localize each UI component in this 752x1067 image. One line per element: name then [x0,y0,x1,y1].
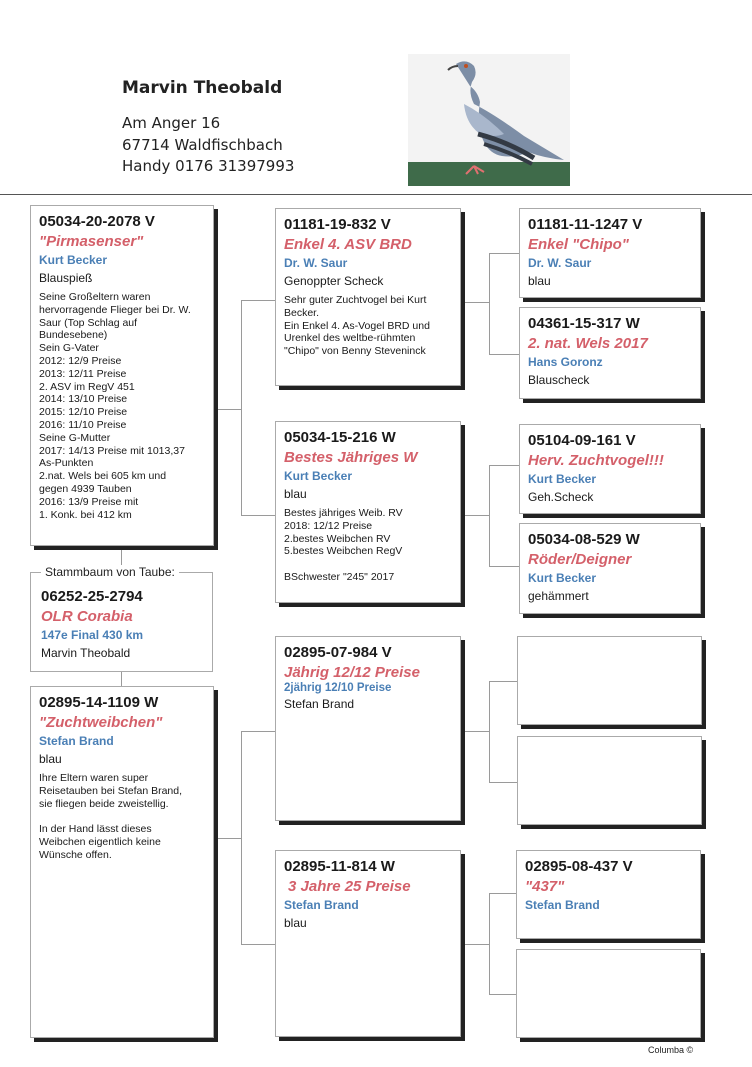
connector [241,300,275,301]
connector [121,672,122,686]
ring-number: 05034-08-529 W [528,531,640,548]
connector [462,302,490,303]
pigeon-title: "Zuchtweibchen" [39,714,163,731]
pigeon-title: OLR Corabia [41,608,133,625]
ring-number: 01181-19-832 V [284,216,391,233]
owner-name: Marvin Theobald [41,646,131,660]
pedigree-card-empty [516,949,701,1038]
ring-number: 02895-08-437 V [525,858,633,875]
ring-number: 01181-11-1247 V [528,216,643,233]
connector [489,253,490,355]
pedigree-card-mother [30,686,214,1038]
pigeon-photo-icon [408,54,570,186]
connector [489,354,519,355]
pigeon-color: blau [284,487,307,501]
pedigree-card-mm [275,850,461,1037]
connector [489,893,490,995]
connector [241,515,275,516]
connector [489,893,519,894]
owner-name: Hans Goronz [528,355,603,369]
ring-number: 02895-11-814 W [284,858,395,875]
connector [489,566,519,567]
breeder-city: 67714 Waldfischbach [122,136,283,154]
connector [241,944,275,945]
connector [489,782,519,783]
breeder-name: Marvin Theobald [122,78,283,98]
connector [489,681,490,783]
pigeon-title: "Pirmasenser" [39,233,144,250]
header-divider [0,194,752,195]
pigeon-color: blau [39,752,62,766]
pedigree-card-fff [519,208,701,298]
breeder-street: Am Anger 16 [122,114,221,132]
ring-number: 05104-09-161 V [528,432,636,449]
ring-number: 05034-15-216 W [284,429,396,446]
connector [214,838,242,839]
owner-name: Dr. W. Saur [284,256,348,270]
connector [216,409,242,410]
pigeon-notes: Sehr guter Zuchtvogel bei Kurt Becker. Ein Enkel 4. As-Vogel BRD und Urenkel des weltbe-rühmten "Chipo" von Benny Steveninck [284,294,430,358]
connector [489,465,519,466]
owner-name: Kurt Becker [284,469,353,483]
connector [462,731,490,732]
connector [462,515,490,516]
pigeon-notes: Bestes jähriges Weib. RV 2018: 12/12 Preise 2.bestes Weibchen RV 5.bestes Weibchen RegV BSchwester "245" 2017 [284,507,403,583]
pedigree-card-fmm [519,523,701,614]
pigeon-title: "437" [525,878,565,895]
copyright-footer: Columba © [648,1045,694,1055]
pigeon-subtitle: 2jährig 12/10 Preise [284,682,392,694]
pedigree-card-empty [517,636,702,725]
pigeon-title: Herv. Zuchtvogel!!! [528,452,664,469]
connector [241,300,242,516]
connector [489,253,519,254]
pedigree-card-ff [275,208,461,386]
pigeon-color: Geh.Scheck [528,490,594,504]
pigeon-color: gehämmert [528,589,589,603]
race-result: 147e Final 430 km [41,628,144,642]
pedigree-card-father [30,205,214,546]
pigeon-title: Bestes Jähriges W [284,449,418,466]
ring-number: 06252-25-2794 [41,588,143,605]
owner-name: Kurt Becker [39,253,108,267]
pigeon-color: blau [528,274,551,288]
pigeon-title: Enkel "Chipo" [528,236,629,253]
connector [241,731,242,945]
pedigree-card-empty [517,736,702,825]
connector [489,994,519,995]
pigeon-color: Blauscheck [528,373,590,387]
connector [241,731,275,732]
pigeon-title: Röder/Deigner [528,551,632,568]
pedigree-card-fm [275,421,461,603]
subject-pigeon-card [30,565,213,672]
connector [462,944,490,945]
pedigree-card-ffm [519,307,701,399]
connector [489,465,490,567]
owner-name: Stefan Brand [525,898,600,912]
breeder-phone: Handy 0176 31397993 [122,157,295,175]
pedigree-card-mf [275,636,461,821]
ring-number: 05034-20-2078 V [39,213,155,230]
owner-name: Dr. W. Saur [528,256,592,270]
pedigree-card-fmf [519,424,701,514]
owner-name: Stefan Brand [284,898,359,912]
pigeon-notes: Seine Großeltern waren hervorragende Flieger bei Dr. W. Saur (Top Schlag auf Bundesebene) Sein G-Vater 2012: 12/9 Preise 2013: 12/11 Preise 2. ASV im RegV 451 2014: 13/10 Preise 2015: 12/10 Preise 2016: 11/10 Preise Seine G-Mutter 2017: 14/13 Preise mit 1013,37 As-Punkten 2.nat. Wels bei 605 km und gegen 4939 Tauben 2016: 13/9 Preise mit 1. Konk. bei 412 km [39,291,191,521]
pigeon-color: blau [284,916,307,930]
pigeon-title: 2. nat. Wels 2017 [528,335,648,352]
pigeon-notes: Ihre Eltern waren super Reisetauben bei Stefan Brand, sie fliegen beide zweistellig. In der Hand lässt dieses Weibchen eigentlich keine Wünsche offen. [39,772,183,861]
pedigree-card-mmf [516,850,701,939]
owner-name: Kurt Becker [528,571,597,585]
pigeon-title: 3 Jahre 25 Preise [288,878,411,895]
pigeon-title: Enkel 4. ASV BRD [284,236,412,253]
pigeon-color: Genoppter Scheck [284,274,384,288]
owner-name: Stefan Brand [39,734,114,748]
ring-number: 02895-14-1109 W [39,694,159,711]
owner-name: Stefan Brand [284,697,355,711]
ring-number: 02895-07-984 V [284,644,392,661]
subject-legend: Stammbaum von Taube: [41,565,179,579]
connector [489,681,519,682]
pigeon-color: Blauspieß [39,271,93,285]
owner-name: Kurt Becker [528,472,597,486]
ring-number: 04361-15-317 W [528,315,640,332]
pigeon-title: Jährig 12/12 Preise [284,664,420,681]
